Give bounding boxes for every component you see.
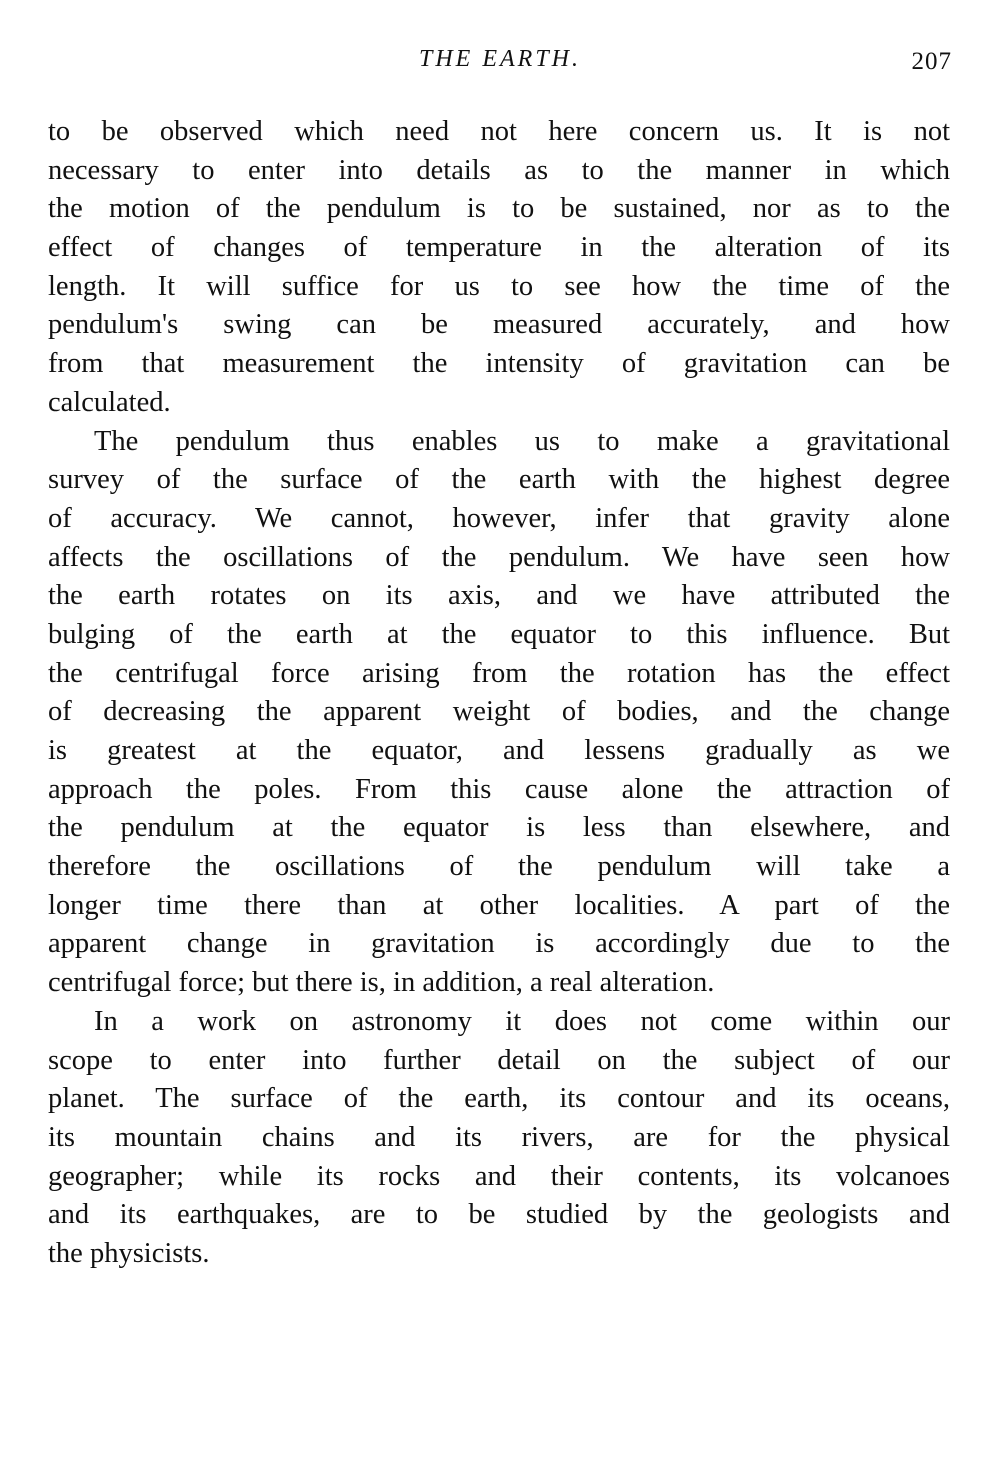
body-text — [48, 113, 950, 1274]
text-line: and its earthquakes, are to be studied by the geologists and — [48, 1199, 950, 1231]
text-line: the motion of the pendulum is to be sustained, nor as to the — [48, 193, 950, 225]
running-head: THE EARTH. — [419, 46, 581, 72]
text-line: of decreasing the apparent weight of bodies, and the change — [48, 696, 950, 728]
text-line: affects the oscillations of the pendulum. We have seen how — [48, 541, 950, 573]
text-line: apparent change in gravitation is accordingly due to the — [48, 928, 950, 960]
text-line: the pendulum at the equator is less than elsewhere, and — [48, 812, 950, 844]
page-number: 207 — [911, 48, 952, 75]
text-line: to be observed which need not here concern us. It is not — [48, 116, 950, 147]
text-line: longer time there than at other localities. A part of the — [48, 889, 950, 921]
text-line: centrifugal force; but there is, in addition, a real alteration. — [48, 967, 715, 999]
text-line: planet. The surface of the earth, its contour and its oceans, — [48, 1083, 950, 1115]
text-line: survey of the surface of the earth with the highest degree — [48, 464, 950, 496]
text-line: In a work on astronomy it does not come within our — [94, 1005, 950, 1037]
text-line: of accuracy. We cannot, however, infer that gravity alone — [48, 502, 950, 534]
text-line: effect of changes of temperature in the alteration of its — [48, 232, 950, 264]
text-line: the centrifugal force arising from the rotation has the effect — [48, 657, 950, 689]
text-line: scope to enter into further detail on the subject of our — [48, 1044, 950, 1076]
text-line: the earth rotates on its axis, and we have attributed the — [48, 580, 950, 612]
text-line: is greatest at the equator, and lessens gradually as we — [48, 735, 950, 766]
text-line: its mountain chains and its rivers, are for the physical — [48, 1121, 950, 1153]
text-line: approach the poles. From this cause alone the attraction of — [48, 773, 950, 805]
page-header — [48, 42, 952, 82]
text-line: necessary to enter into details as to the manner in which — [48, 154, 950, 186]
text-line: geographer; while its rocks and their contents, its volcanoes — [48, 1160, 950, 1192]
text-line: from that measurement the intensity of gravitation can be — [48, 348, 950, 380]
text-line: The pendulum thus enables us to make a gravitational — [94, 425, 950, 457]
text-line: length. It will suffice for us to see how the time of the — [48, 270, 950, 302]
text-line: bulging of the earth at the equator to this influence. But — [48, 618, 950, 650]
text-line: calculated. — [48, 386, 171, 418]
text-line: pendulum's swing can be measured accurately, and how — [48, 309, 950, 341]
text-line: the physicists. — [48, 1237, 210, 1269]
text-line: therefore the oscillations of the pendulum will take a — [48, 851, 950, 883]
